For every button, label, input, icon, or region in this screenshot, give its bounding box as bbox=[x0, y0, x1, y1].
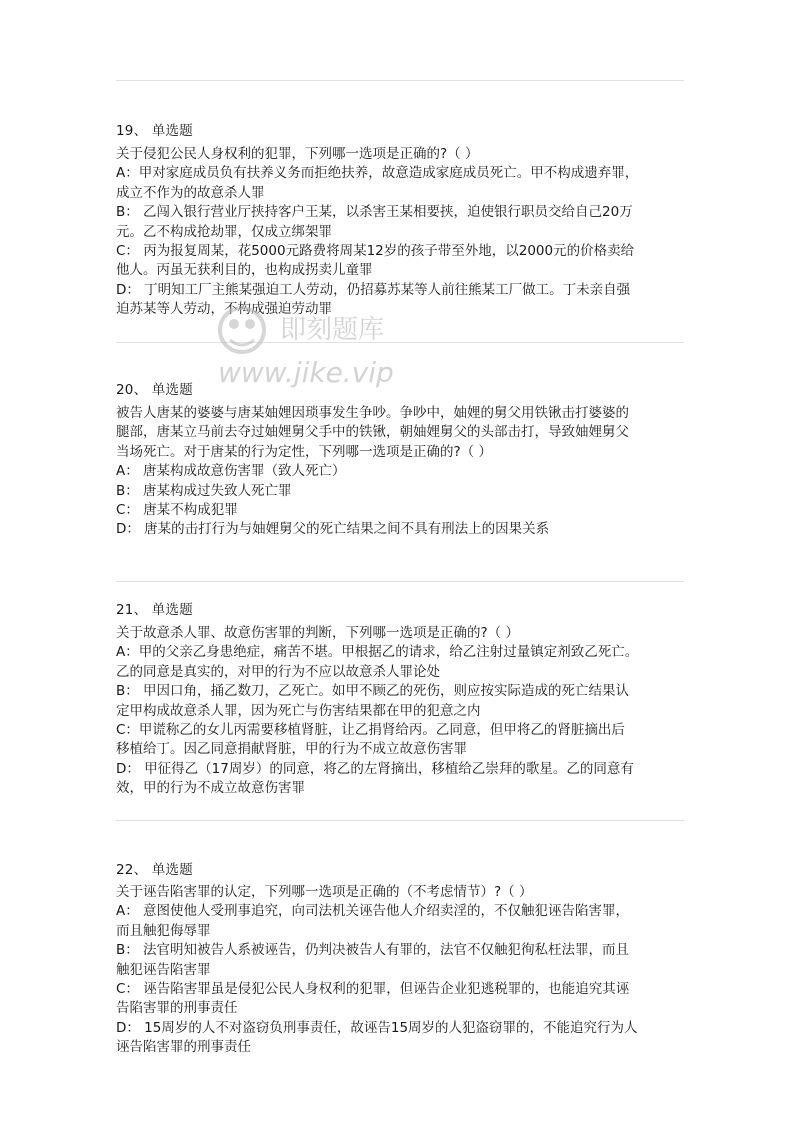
question-line: D： 唐某的击打行为与妯娌舅父的死亡结果之间不具有刑法上的因果关系 bbox=[116, 521, 550, 538]
question-line: 元。乙不构成抢劫罪，仅成立绑架罪 bbox=[116, 223, 332, 240]
question-line: D： 甲征得乙（17周岁）的同意，将乙的左肾摘出，移植给乙崇拜的歌星。乙的同意有 bbox=[116, 760, 634, 777]
question-type: 单选题 bbox=[151, 123, 193, 139]
question-header: 19、 单选题 bbox=[116, 123, 193, 139]
question-number: 22 bbox=[116, 862, 134, 878]
question-line: C： 丙为报复周某，花5000元路费将周某12岁的孩子带至外地，以2000元的价格卖给 bbox=[116, 243, 635, 260]
question-header: 20、 单选题 bbox=[116, 382, 193, 398]
watermark-url: www.jike.vip bbox=[218, 356, 394, 389]
question-stem: 被告人唐某的婆婆与唐某妯娌因琐事发生争吵。争吵中，妯娌的舅父用铁锹击打婆婆的 bbox=[116, 405, 629, 421]
question-line: 效，甲的行为不成立故意伤害罪 bbox=[116, 780, 305, 797]
question-line: 定甲构成故意杀人罪，因为死亡与伤害结果都在甲的犯意之内 bbox=[116, 702, 481, 719]
question-line: 当场死亡。对于唐某的行为定性，下列哪一选项是正确的?（ ） bbox=[116, 443, 492, 460]
section-divider bbox=[116, 80, 684, 81]
question-line: 成立不作为的故意杀人罪 bbox=[116, 184, 265, 201]
question-body bbox=[116, 145, 688, 320]
question-number: 20 bbox=[116, 382, 134, 398]
question-number: 19 bbox=[116, 123, 134, 139]
question-line: 诬告陷害罪的刑事责任 bbox=[116, 1039, 251, 1056]
question-line: B： 乙闯入银行营业厅挟持客户王某，以杀害王某相要挟，迫使银行职员交给自己20万 bbox=[116, 204, 633, 221]
question-line: B： 甲因口角，捅乙数刀，乙死亡。如甲不顾乙的死伤，则应按实际造成的死亡结果认 bbox=[116, 683, 630, 700]
question-header: 21、 单选题 bbox=[116, 602, 193, 618]
question-line: B： 唐某构成过失致人死亡罪 bbox=[116, 482, 292, 499]
question-line: 乙的同意是真实的，对甲的行为不应以故意杀人罪论处 bbox=[116, 663, 440, 680]
question-type: 单选题 bbox=[151, 862, 193, 878]
question-line: C： 诬告陷害罪虽是侵犯公民人身权利的犯罪，但诬告企业犯逃税罪的，也能追究其诬 bbox=[116, 981, 630, 998]
question-line: A：甲对家庭成员负有扶养义务而拒绝扶养，故意造成家庭成员死亡。甲不构成遗弃罪， bbox=[116, 165, 639, 182]
section-divider bbox=[116, 820, 684, 821]
question-line: 告陷害罪的刑事责任 bbox=[116, 1000, 238, 1017]
question-line: 而且触犯侮辱罪 bbox=[116, 922, 211, 939]
question-line: 腿部，唐某立马前去夺过妯娌舅父手中的铁锹，朝妯娌舅父的头部击打，导致妯娌舅父 bbox=[116, 424, 629, 441]
question-line: 他人。丙虽无获利目的，也构成拐卖儿童罪 bbox=[116, 262, 373, 279]
question-body bbox=[116, 624, 688, 799]
question-stem: 关于诬告陷害罪的认定，下列哪一选项是正确的（不考虑情节）?（ ） bbox=[116, 884, 533, 900]
question-type: 单选题 bbox=[151, 602, 193, 618]
question-line: B： 法官明知被告人系被诬告，仍判决被告人有罪的，法官不仅触犯徇私枉法罪，而且 bbox=[116, 942, 630, 959]
question-line: A： 唐某构成故意伤害罪（致人死亡） bbox=[116, 463, 346, 480]
question-stem: 关于侵犯公民人身权利的犯罪，下列哪一选项是正确的?（ ） bbox=[116, 146, 479, 162]
section-divider bbox=[116, 581, 684, 582]
question-header: 22、 单选题 bbox=[116, 862, 193, 878]
question-body bbox=[116, 404, 688, 540]
question-line: D： 丁明知工厂主熊某强迫工人劳动，仍招募苏某等人前往熊某工厂做工。丁未亲自强 bbox=[116, 281, 631, 298]
question-line: D： 15周岁的人不对盗窃负刑事责任，故诬告15周岁的人犯盗窃罪的，不能追究行为人 bbox=[116, 1019, 638, 1036]
question-line: A： 意图使他人受刑事追究，向司法机关诬告他人介绍卖淫的，不仅触犯诬告陷害罪， bbox=[116, 903, 630, 920]
question-type: 单选题 bbox=[151, 382, 193, 398]
question-number: 21 bbox=[116, 602, 134, 618]
question-stem: 关于故意杀人罪、故意伤害罪的判断，下列哪一选项是正确的?（ ） bbox=[116, 625, 519, 641]
question-line: 移植给丁。因乙同意捐献肾脏，甲的行为不成立故意伤害罪 bbox=[116, 741, 467, 758]
question-line: C： 唐某不构成犯罪 bbox=[116, 502, 238, 519]
question-line: A：甲的父亲乙身患绝症，痛苦不堪。甲根据乙的请求，给乙注射过量镇定剂致乙死亡。 bbox=[116, 644, 639, 661]
section-divider bbox=[116, 342, 684, 343]
question-body bbox=[116, 883, 688, 1058]
question-line: C：甲谎称乙的女儿丙需要移植肾脏，让乙捐肾给丙。乙同意，但甲将乙的肾脏摘出后 bbox=[116, 722, 625, 739]
question-line: 触犯诬告陷害罪 bbox=[116, 961, 211, 978]
question-line: 迫苏某等人劳动，不构成强迫劳动罪 bbox=[116, 301, 332, 318]
watermark-brand: 即刻题库 bbox=[280, 315, 385, 345]
